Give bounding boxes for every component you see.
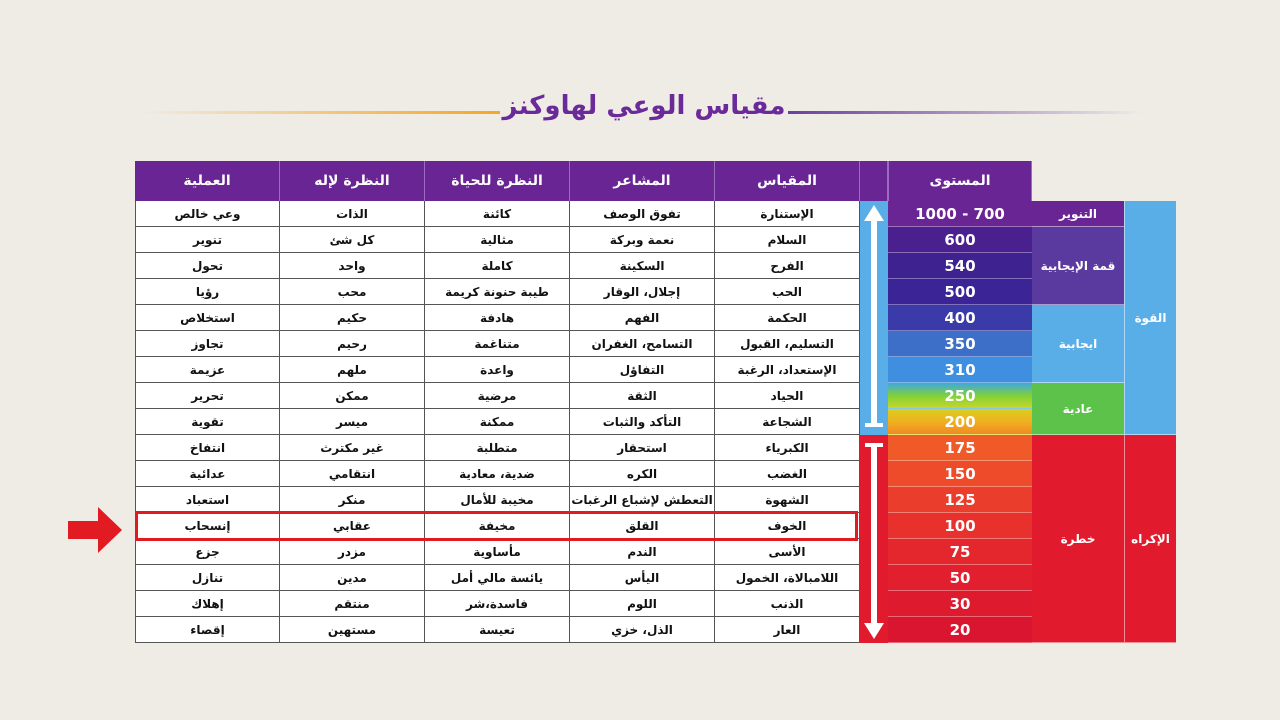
cell-god-view: عقابي <box>280 513 425 539</box>
cell-scale: الخوف <box>715 513 860 539</box>
cell-process: تنازل <box>135 565 280 591</box>
level-value: 75 <box>888 539 1032 565</box>
cell-scale: الإستنارة <box>715 201 860 227</box>
level-value: 200 <box>888 409 1032 435</box>
cell-life-view: فاسدة،شر <box>425 591 570 617</box>
cell-emotion: التأكد والثبات <box>570 409 715 435</box>
cell-life-view: هادفة <box>425 305 570 331</box>
level-value: 1000 - 700 <box>888 201 1032 227</box>
cell-god-view: منتقم <box>280 591 425 617</box>
level-value: 500 <box>888 279 1032 305</box>
cell-god-view: ميسر <box>280 409 425 435</box>
header-emotion: المشاعر <box>570 161 715 201</box>
header-arrow <box>860 161 888 201</box>
header-life-view: النظرة للحياة <box>425 161 570 201</box>
level-value: 125 <box>888 487 1032 513</box>
cell-life-view: مثالية <box>425 227 570 253</box>
cell-emotion: اليأس <box>570 565 715 591</box>
level-value: 20 <box>888 617 1032 643</box>
header-god-view: النظرة لإله <box>280 161 425 201</box>
level-value: 30 <box>888 591 1032 617</box>
level-value: 50 <box>888 565 1032 591</box>
header-level: المستوى <box>888 161 1032 201</box>
cell-emotion: التعطش لإشباع الرغبات <box>570 487 715 513</box>
category-5: خطرة <box>1032 435 1124 643</box>
cell-emotion: الكره <box>570 461 715 487</box>
level-value: 600 <box>888 227 1032 253</box>
cell-god-view: مدين <box>280 565 425 591</box>
cell-god-view: ممكن <box>280 383 425 409</box>
cell-scale: الإستعداد، الرغبة <box>715 357 860 383</box>
cell-scale: الكبرياء <box>715 435 860 461</box>
cell-process: تنوير <box>135 227 280 253</box>
cell-god-view: محب <box>280 279 425 305</box>
category-1: التنوير <box>1032 201 1124 227</box>
cell-process: جزع <box>135 539 280 565</box>
cell-life-view: مأساوية <box>425 539 570 565</box>
cell-god-view: ملهم <box>280 357 425 383</box>
level-value: 540 <box>888 253 1032 279</box>
cell-process: استعباد <box>135 487 280 513</box>
level-value: 310 <box>888 357 1032 383</box>
level-value: 175 <box>888 435 1032 461</box>
header-process: العملية <box>135 161 280 201</box>
cell-life-view: يائسة ماﻟﻲ أمل <box>425 565 570 591</box>
arrow-up-column <box>860 201 888 435</box>
cell-life-view: مخيفة <box>425 513 570 539</box>
level-value: 100 <box>888 513 1032 539</box>
cell-life-view: كاملة <box>425 253 570 279</box>
cell-process: إهلاك <box>135 591 280 617</box>
cell-emotion: التفاؤل <box>570 357 715 383</box>
category-4: عادية <box>1032 383 1124 435</box>
cell-god-view: غير مكترث <box>280 435 425 461</box>
category-3: ايجابية <box>1032 305 1124 383</box>
cell-scale: التسليم، القبول <box>715 331 860 357</box>
cell-process: إنسحاب <box>135 513 280 539</box>
cell-god-view: حكيم <box>280 305 425 331</box>
cell-scale: الذنب <box>715 591 860 617</box>
cell-process: وعي خالص <box>135 201 280 227</box>
cell-scale: الحكمة <box>715 305 860 331</box>
title-bar <box>0 84 1280 128</box>
cell-emotion: السكينة <box>570 253 715 279</box>
title-line-left <box>138 111 500 114</box>
level-value: 250 <box>888 383 1032 409</box>
cell-life-view: متطلبة <box>425 435 570 461</box>
cell-process: إقصاء <box>135 617 280 643</box>
arrow-up-icon <box>860 201 888 435</box>
cell-scale: الغضب <box>715 461 860 487</box>
cell-emotion: اللوم <box>570 591 715 617</box>
cell-god-view: مستهين <box>280 617 425 643</box>
category-2: قمة الإيجابية <box>1032 227 1124 305</box>
cell-god-view: الذات <box>280 201 425 227</box>
cell-life-view: مرضية <box>425 383 570 409</box>
cell-life-view: تعيسة <box>425 617 570 643</box>
cell-process: عزيمة <box>135 357 280 383</box>
cell-emotion: القلق <box>570 513 715 539</box>
cell-emotion: الفهم <box>570 305 715 331</box>
arrow-down-icon <box>860 435 888 643</box>
cell-scale: الحب <box>715 279 860 305</box>
cell-emotion: الذل، خزي <box>570 617 715 643</box>
cell-emotion: إجلال، الوقار <box>570 279 715 305</box>
cell-scale: الشهوة <box>715 487 860 513</box>
title-line-right <box>788 111 1143 114</box>
cell-process: انتفاخ <box>135 435 280 461</box>
arrow-down-column <box>860 435 888 643</box>
level-value: 350 <box>888 331 1032 357</box>
cell-scale: السلام <box>715 227 860 253</box>
cell-god-view: رحيم <box>280 331 425 357</box>
cell-god-view: انتقامي <box>280 461 425 487</box>
cell-process: عدائية <box>135 461 280 487</box>
arrow-right-icon <box>68 507 122 553</box>
cell-life-view: واعدة <box>425 357 570 383</box>
cell-emotion: الثقة <box>570 383 715 409</box>
cell-process: رؤيا <box>135 279 280 305</box>
level-value: 150 <box>888 461 1032 487</box>
cell-emotion: تفوق الوصف <box>570 201 715 227</box>
cell-god-view: واحد <box>280 253 425 279</box>
cell-scale: الحياد <box>715 383 860 409</box>
cell-process: تقوية <box>135 409 280 435</box>
cell-life-view: كائنة <box>425 201 570 227</box>
cell-god-view: مزدر <box>280 539 425 565</box>
cell-life-view: طيبة حنونة كريمة <box>425 279 570 305</box>
header-scale: المقياس <box>715 161 860 201</box>
cell-emotion: استحقار <box>570 435 715 461</box>
cell-scale: الأسى <box>715 539 860 565</box>
cell-emotion: نعمة وبركة <box>570 227 715 253</box>
main-category-2: الإكراه <box>1124 435 1176 643</box>
cell-life-view: مخيبة للأمال <box>425 487 570 513</box>
cell-scale: العار <box>715 617 860 643</box>
cell-life-view: ممكنة <box>425 409 570 435</box>
cell-scale: الشجاعة <box>715 409 860 435</box>
cell-process: استخلاص <box>135 305 280 331</box>
cell-process: تجاوز <box>135 331 280 357</box>
cell-process: تحرير <box>135 383 280 409</box>
main-category-1: القوة <box>1124 201 1176 435</box>
cell-process: تحول <box>135 253 280 279</box>
cell-emotion: التسامح، الغفران <box>570 331 715 357</box>
cell-life-view: متناغمة <box>425 331 570 357</box>
cell-emotion: الندم <box>570 539 715 565</box>
cell-scale: اللامبالاة، الخمول <box>715 565 860 591</box>
cell-god-view: كل شئ <box>280 227 425 253</box>
page-title: مقياس الوعي لهاوكنز <box>502 91 786 121</box>
cell-god-view: منكر <box>280 487 425 513</box>
cell-life-view: ضدية، معادية <box>425 461 570 487</box>
level-value: 400 <box>888 305 1032 331</box>
cell-scale: الفرح <box>715 253 860 279</box>
